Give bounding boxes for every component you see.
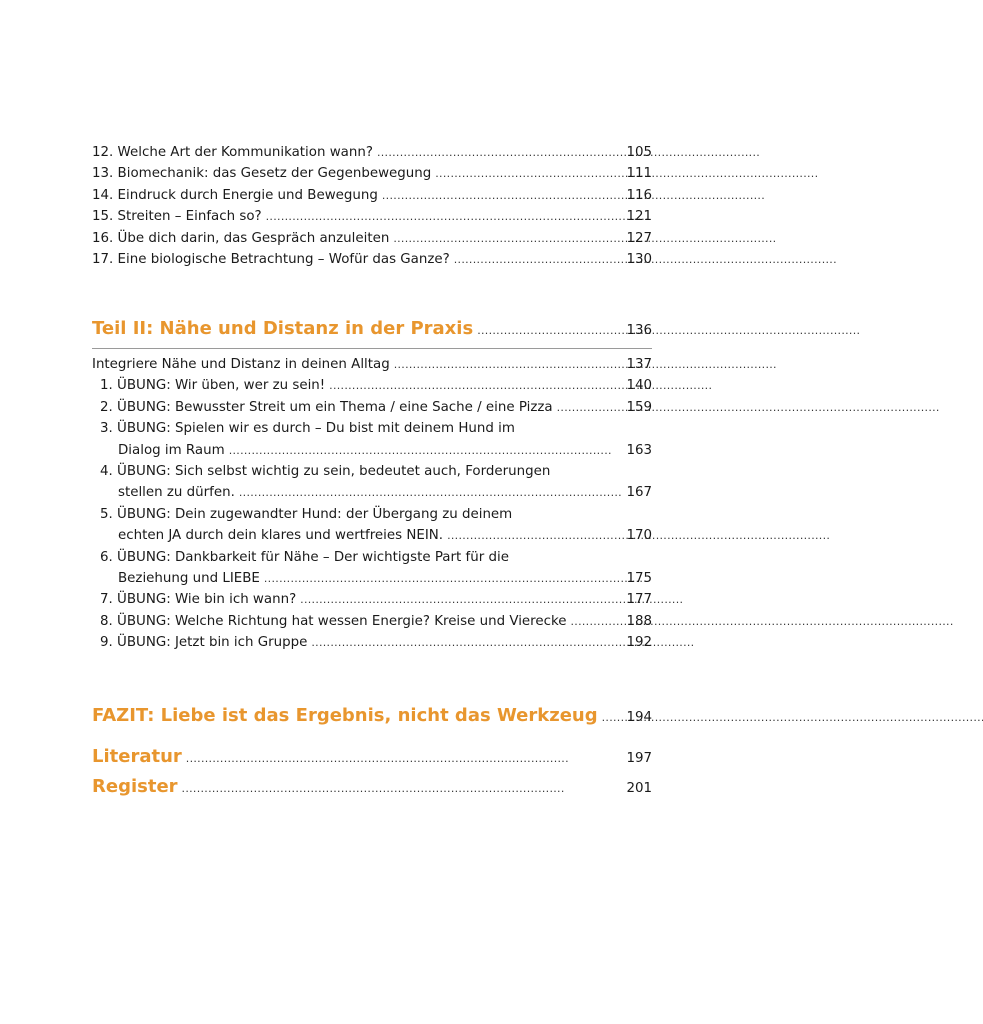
exercise-label: 6. ÜBUNG: Dankbarkeit für Nähe – Der wichtigste Part für die (100, 549, 509, 565)
leader-dots (557, 397, 614, 418)
fazit-heading[interactable] (92, 701, 652, 733)
toc-entry-page: 137 (626, 357, 652, 372)
leader-dots (229, 440, 614, 461)
exercise-label-continued: Beziehung und LIEBE (118, 571, 260, 587)
leader-dots (394, 354, 614, 375)
exercise-page: 159 (626, 399, 652, 415)
toc-part-heading (92, 314, 652, 346)
part-2-heading[interactable] (92, 314, 652, 346)
exercise-entry[interactable] (92, 632, 652, 653)
toc-entry-page: 130 (626, 252, 652, 268)
exercise-entry[interactable] (92, 611, 652, 632)
toc-entry-label: 14. Eindruck durch Energie und Bewegung (92, 187, 378, 203)
exercise-entry[interactable] (92, 504, 652, 547)
leader-dots (377, 142, 614, 163)
register-heading[interactable] (92, 772, 652, 804)
exercise-label-continued: echten JA durch dein klares und wertfreies NEIN. (118, 528, 444, 544)
fazit-page: 194 (626, 710, 652, 725)
leader-dots (571, 611, 615, 632)
toc-entry-page: 105 (626, 145, 652, 160)
leader-dots (447, 525, 614, 546)
toc-entry-page: 116 (626, 187, 652, 203)
leader-dots (300, 589, 614, 610)
toc-entry[interactable] (92, 142, 652, 163)
literatur-page: 197 (626, 751, 652, 766)
toc-entry-label: 16. Übe dich darin, das Gespräch anzuleiten (92, 230, 390, 246)
exercise-label: 5. ÜBUNG: Dein zugewandter Hund: der Übergang zu deinem (100, 506, 513, 522)
literatur-heading[interactable] (92, 742, 652, 774)
toc-entry[interactable] (92, 228, 652, 249)
leader-dots (393, 228, 614, 249)
leader-dots (311, 632, 614, 653)
part-2-heading-page: 136 (626, 323, 652, 338)
toc-entry[interactable] (92, 185, 652, 206)
leader-dots (239, 482, 614, 503)
leader-dots (329, 375, 614, 396)
register-label: Register (92, 776, 178, 797)
exercise-label-continued: stellen zu dürfen. (118, 485, 235, 501)
toc-register (92, 772, 652, 804)
leader-dots (266, 206, 614, 227)
exercise-entry[interactable] (92, 461, 652, 504)
exercise-label: 8. ÜBUNG: Welche Richtung hat wessen Energie? Kreise und Vierecke (100, 613, 567, 629)
toc-entry-label: 17. Eine biologische Betrachtung – Wofür das Ganze? (92, 252, 450, 268)
leader-dots (182, 774, 614, 804)
exercise-label: 2. ÜBUNG: Bewusster Streit um ein Thema / eine Sache / eine Pizza (100, 399, 553, 415)
leader-dots (186, 744, 614, 774)
exercise-label: 3. ÜBUNG: Spielen wir es durch – Du bist mit deinem Hund im (100, 421, 515, 437)
exercise-page: 188 (626, 613, 652, 629)
toc-entry-label: 15. Streiten – Einfach so? (92, 209, 262, 225)
register-page: 201 (626, 781, 652, 796)
exercise-page: 192 (626, 635, 652, 651)
literatur-label: Literatur (92, 746, 182, 767)
leader-dots (382, 185, 614, 206)
toc-entry-label: 13. Biomechanik: das Gesetz der Gegenbewegung (92, 166, 432, 182)
leader-dots (477, 316, 614, 346)
separator-line (92, 348, 652, 349)
toc-entry-page: 111 (626, 166, 652, 182)
exercise-label: 4. ÜBUNG: Sich selbst wichtig zu sein, bedeutet auch, Forderungen (100, 464, 551, 480)
exercise-label: 1. ÜBUNG: Wir üben, wer zu sein! (100, 378, 326, 394)
toc-entry[interactable] (92, 163, 652, 184)
exercise-entry[interactable] (92, 375, 652, 396)
fazit-label: FAZIT: Liebe ist das Ergebnis, nicht das Werkzeug (92, 705, 598, 726)
leader-dots (602, 703, 614, 733)
exercise-entry[interactable] (92, 547, 652, 590)
toc-literatur (92, 742, 652, 774)
exercise-page: 177 (626, 592, 652, 608)
toc-entry[interactable] (92, 354, 652, 375)
toc-entry-label: Integriere Nähe und Distanz in deinen Alltag (92, 357, 390, 372)
exercise-entry[interactable] (92, 589, 652, 610)
leader-dots (264, 568, 614, 589)
part-2-heading-label: Teil II: Nähe und Distanz in der Praxis (92, 318, 474, 339)
exercise-page: 175 (626, 571, 652, 587)
exercise-page: 170 (626, 528, 652, 544)
exercise-page: 140 (626, 378, 652, 394)
exercise-label: 7. ÜBUNG: Wie bin ich wann? (100, 592, 297, 608)
toc-entry-page: 121 (626, 209, 652, 225)
exercise-entry[interactable] (92, 418, 652, 461)
toc-entry[interactable] (92, 249, 652, 270)
toc-section-2 (92, 354, 652, 654)
toc-entry[interactable] (92, 206, 652, 227)
leader-dots (435, 163, 614, 184)
exercise-label: 9. ÜBUNG: Jetzt bin ich Gruppe (100, 635, 308, 651)
exercise-page: 163 (626, 442, 652, 458)
toc-fazit (92, 701, 652, 733)
toc-section-1 (92, 142, 652, 270)
exercise-label-continued: Dialog im Raum (118, 442, 225, 458)
toc-entry-label: 12. Welche Art der Kommunikation wann? (92, 145, 373, 160)
leader-dots (454, 249, 614, 270)
toc-entry-page: 127 (626, 230, 652, 246)
exercise-entry[interactable] (92, 397, 652, 418)
exercise-page: 167 (626, 485, 652, 501)
